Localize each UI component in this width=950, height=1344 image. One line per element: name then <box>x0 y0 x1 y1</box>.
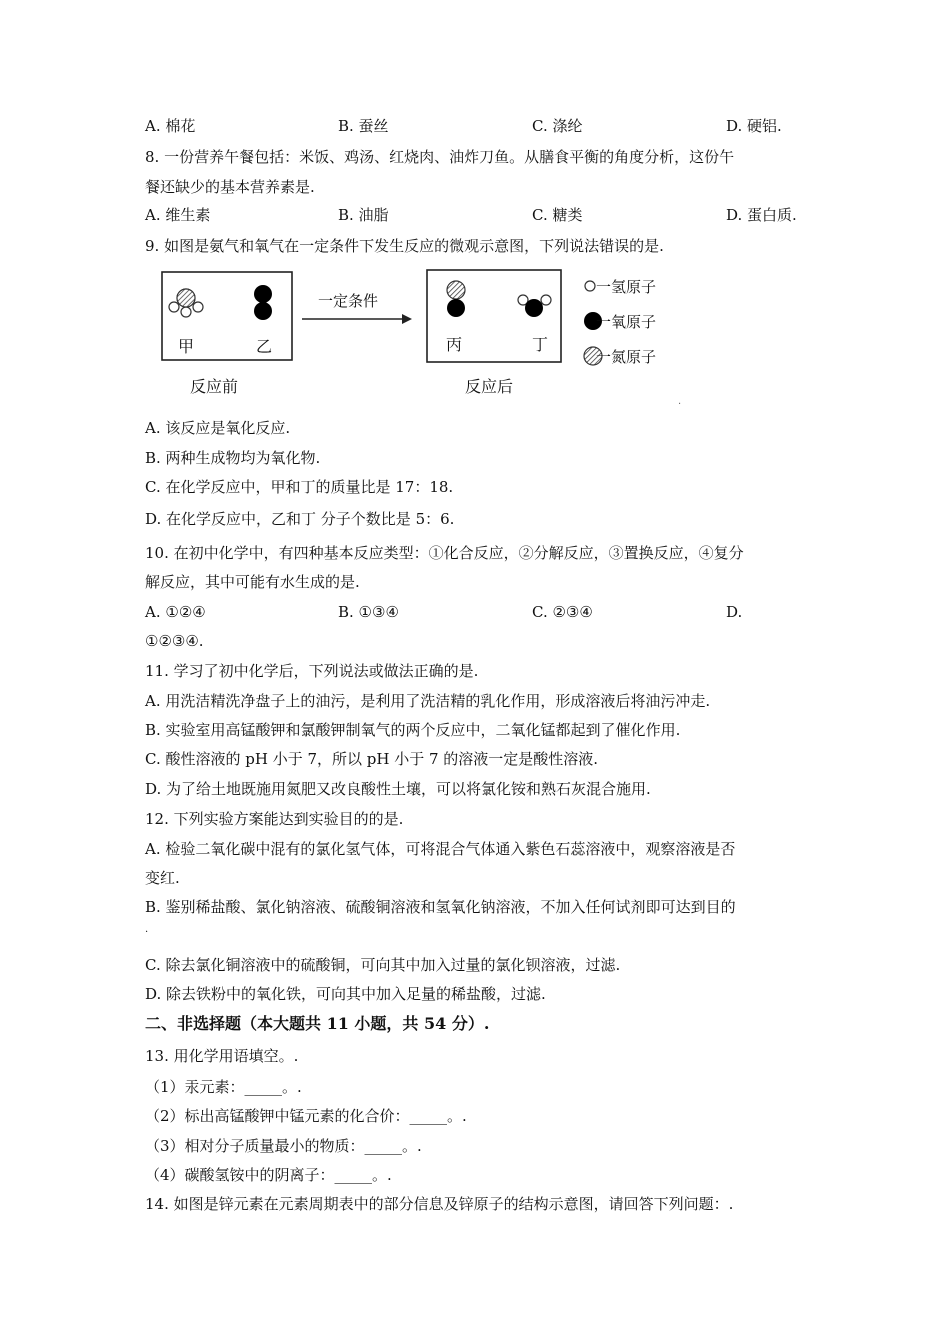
q7-option-c: C. 涤纶 <box>532 117 583 135</box>
legend-oxygen-label: 一氧原子 <box>596 313 657 331</box>
arrow-head <box>402 314 412 324</box>
reaction-diagram <box>150 264 710 409</box>
q12-option-d: D. 除去铁粉中的氧化铁，可向其中加入足量的稀盐酸，过滤. <box>145 985 546 1003</box>
legend-hydrogen-label: 一氢原子 <box>596 278 657 296</box>
q11-option-a: A. 用洗洁精洗净盘子上的油污，是利用了洗洁精的乳化作用，形成溶液后将油污冲走. <box>145 692 711 710</box>
q8-option-b: B. 油脂 <box>338 206 389 224</box>
q13-stem: 13. 用化学用语填空。. <box>145 1047 299 1065</box>
label-bing: 丙 <box>446 335 463 354</box>
water-molecule-icon <box>518 295 551 317</box>
q7-option-d: D. 硬铝. <box>726 117 782 135</box>
q10-option-b: B. ①③④ <box>338 603 399 621</box>
q9-option-a: A. 该反应是氧化反应. <box>145 419 291 437</box>
q10-option-c: C. ②③④ <box>532 603 593 621</box>
q9-stem: 9. 如图是氨气和氧气在一定条件下发生反应的微观示意图，下列说法错误的是. <box>145 237 664 255</box>
ammonia-molecule-icon <box>169 289 203 317</box>
q11-option-b: B. 实验室用高锰酸钾和氯酸钾制氧气的两个反应中，二氧化锰都起到了催化作用. <box>145 721 681 739</box>
q13-item-4: （4）碳酸氢铵中的阴离子：_____。. <box>145 1166 392 1184</box>
q12-option-b-line1: B. 鉴别稀盐酸、氯化钠溶液、硫酸铜溶液和氢氧化钠溶液，不加入任何试剂即可达到目的 <box>145 898 736 916</box>
q12-option-c: C. 除去氯化铜溶液中的硫酸铜，可向其中加入过量的氯化钡溶液，过滤. <box>145 956 621 974</box>
q8-option-c: C. 糖类 <box>532 206 583 224</box>
oxygen-molecule-icon <box>254 285 272 320</box>
q9-option-b: B. 两种生成物均为氧化物. <box>145 449 321 467</box>
q8-stem-line2: 餐还缺少的基本营养素是. <box>145 178 315 196</box>
section-heading: 二、非选择题（本大题共 11 小题，共 54 分）. <box>145 1014 490 1033</box>
before-label: 反应前 <box>190 377 239 396</box>
q10-option-d-cont: ①②③④. <box>145 632 204 650</box>
q7-option-b: B. 蚕丝 <box>338 117 389 135</box>
label-jia: 甲 <box>178 337 195 356</box>
legend-nitrogen-label: 一氮原子 <box>596 348 657 366</box>
arrow-label: 一定条件 <box>318 292 379 310</box>
q11-option-c: C. 酸性溶液的 pH 小于 7，所以 pH 小于 7 的溶液一定是酸性溶液. <box>145 750 599 768</box>
hydrogen-atom-icon <box>585 281 595 291</box>
q14-stem: 14. 如图是锌元素在元素周期表中的部分信息及锌原子的结构示意图，请回答下列问题：. <box>145 1195 734 1213</box>
q9-option-d: D. 在化学反应中，乙和丁 分子个数比是 5：6. <box>145 510 455 528</box>
after-label: 反应后 <box>465 377 514 396</box>
label-yi: 乙 <box>256 337 273 356</box>
q10-option-a: A. ①②④ <box>145 603 206 621</box>
nitric-oxide-molecule-icon <box>447 281 465 317</box>
q8-option-a: A. 维生素 <box>145 206 211 224</box>
q13-item-3: （3）相对分子质量最小的物质：_____。. <box>145 1137 422 1155</box>
q9-option-c: C. 在化学反应中，甲和丁的质量比是 17：18. <box>145 478 454 496</box>
q12-option-b-line2: . <box>145 924 149 935</box>
q11-option-d: D. 为了给土地既施用氮肥又改良酸性土壤，可以将氯化铵和熟石灰混合施用. <box>145 780 651 798</box>
q10-option-d: D. <box>726 603 743 621</box>
q10-stem-line2: 解反应，其中可能有水生成的是. <box>145 573 360 591</box>
q10-stem-line1: 10. 在初中化学中，有四种基本反应类型：①化合反应，②分解反应，③置换反应，④复分 <box>145 544 744 562</box>
q13-item-2: （2）标出高锰酸钾中锰元素的化合价：_____。. <box>145 1107 467 1125</box>
q12-option-a-line2: 变红. <box>145 869 180 887</box>
label-ding: 丁 <box>532 335 549 354</box>
q8-option-d: D. 蛋白质. <box>726 206 797 224</box>
q12-stem: 12. 下列实验方案能达到实验目的的是. <box>145 810 404 828</box>
q11-stem: 11. 学习了初中化学后，下列说法或做法正确的是. <box>145 662 479 680</box>
q7-option-a: A. 棉花 <box>145 117 196 135</box>
legend <box>584 278 656 366</box>
stray-mark: . <box>678 396 682 407</box>
q8-stem-line1: 8. 一份营养午餐包括：米饭、鸡汤、红烧肉、油炸刀鱼。从膳食平衡的角度分析，这份午 <box>145 148 735 166</box>
q13-item-1: （1）汞元素：_____。. <box>145 1078 302 1096</box>
q12-option-a-line1: A. 检验二氧化碳中混有的氯化氢气体，可将混合气体通入紫色石蕊溶液中，观察溶液是否 <box>145 840 736 858</box>
